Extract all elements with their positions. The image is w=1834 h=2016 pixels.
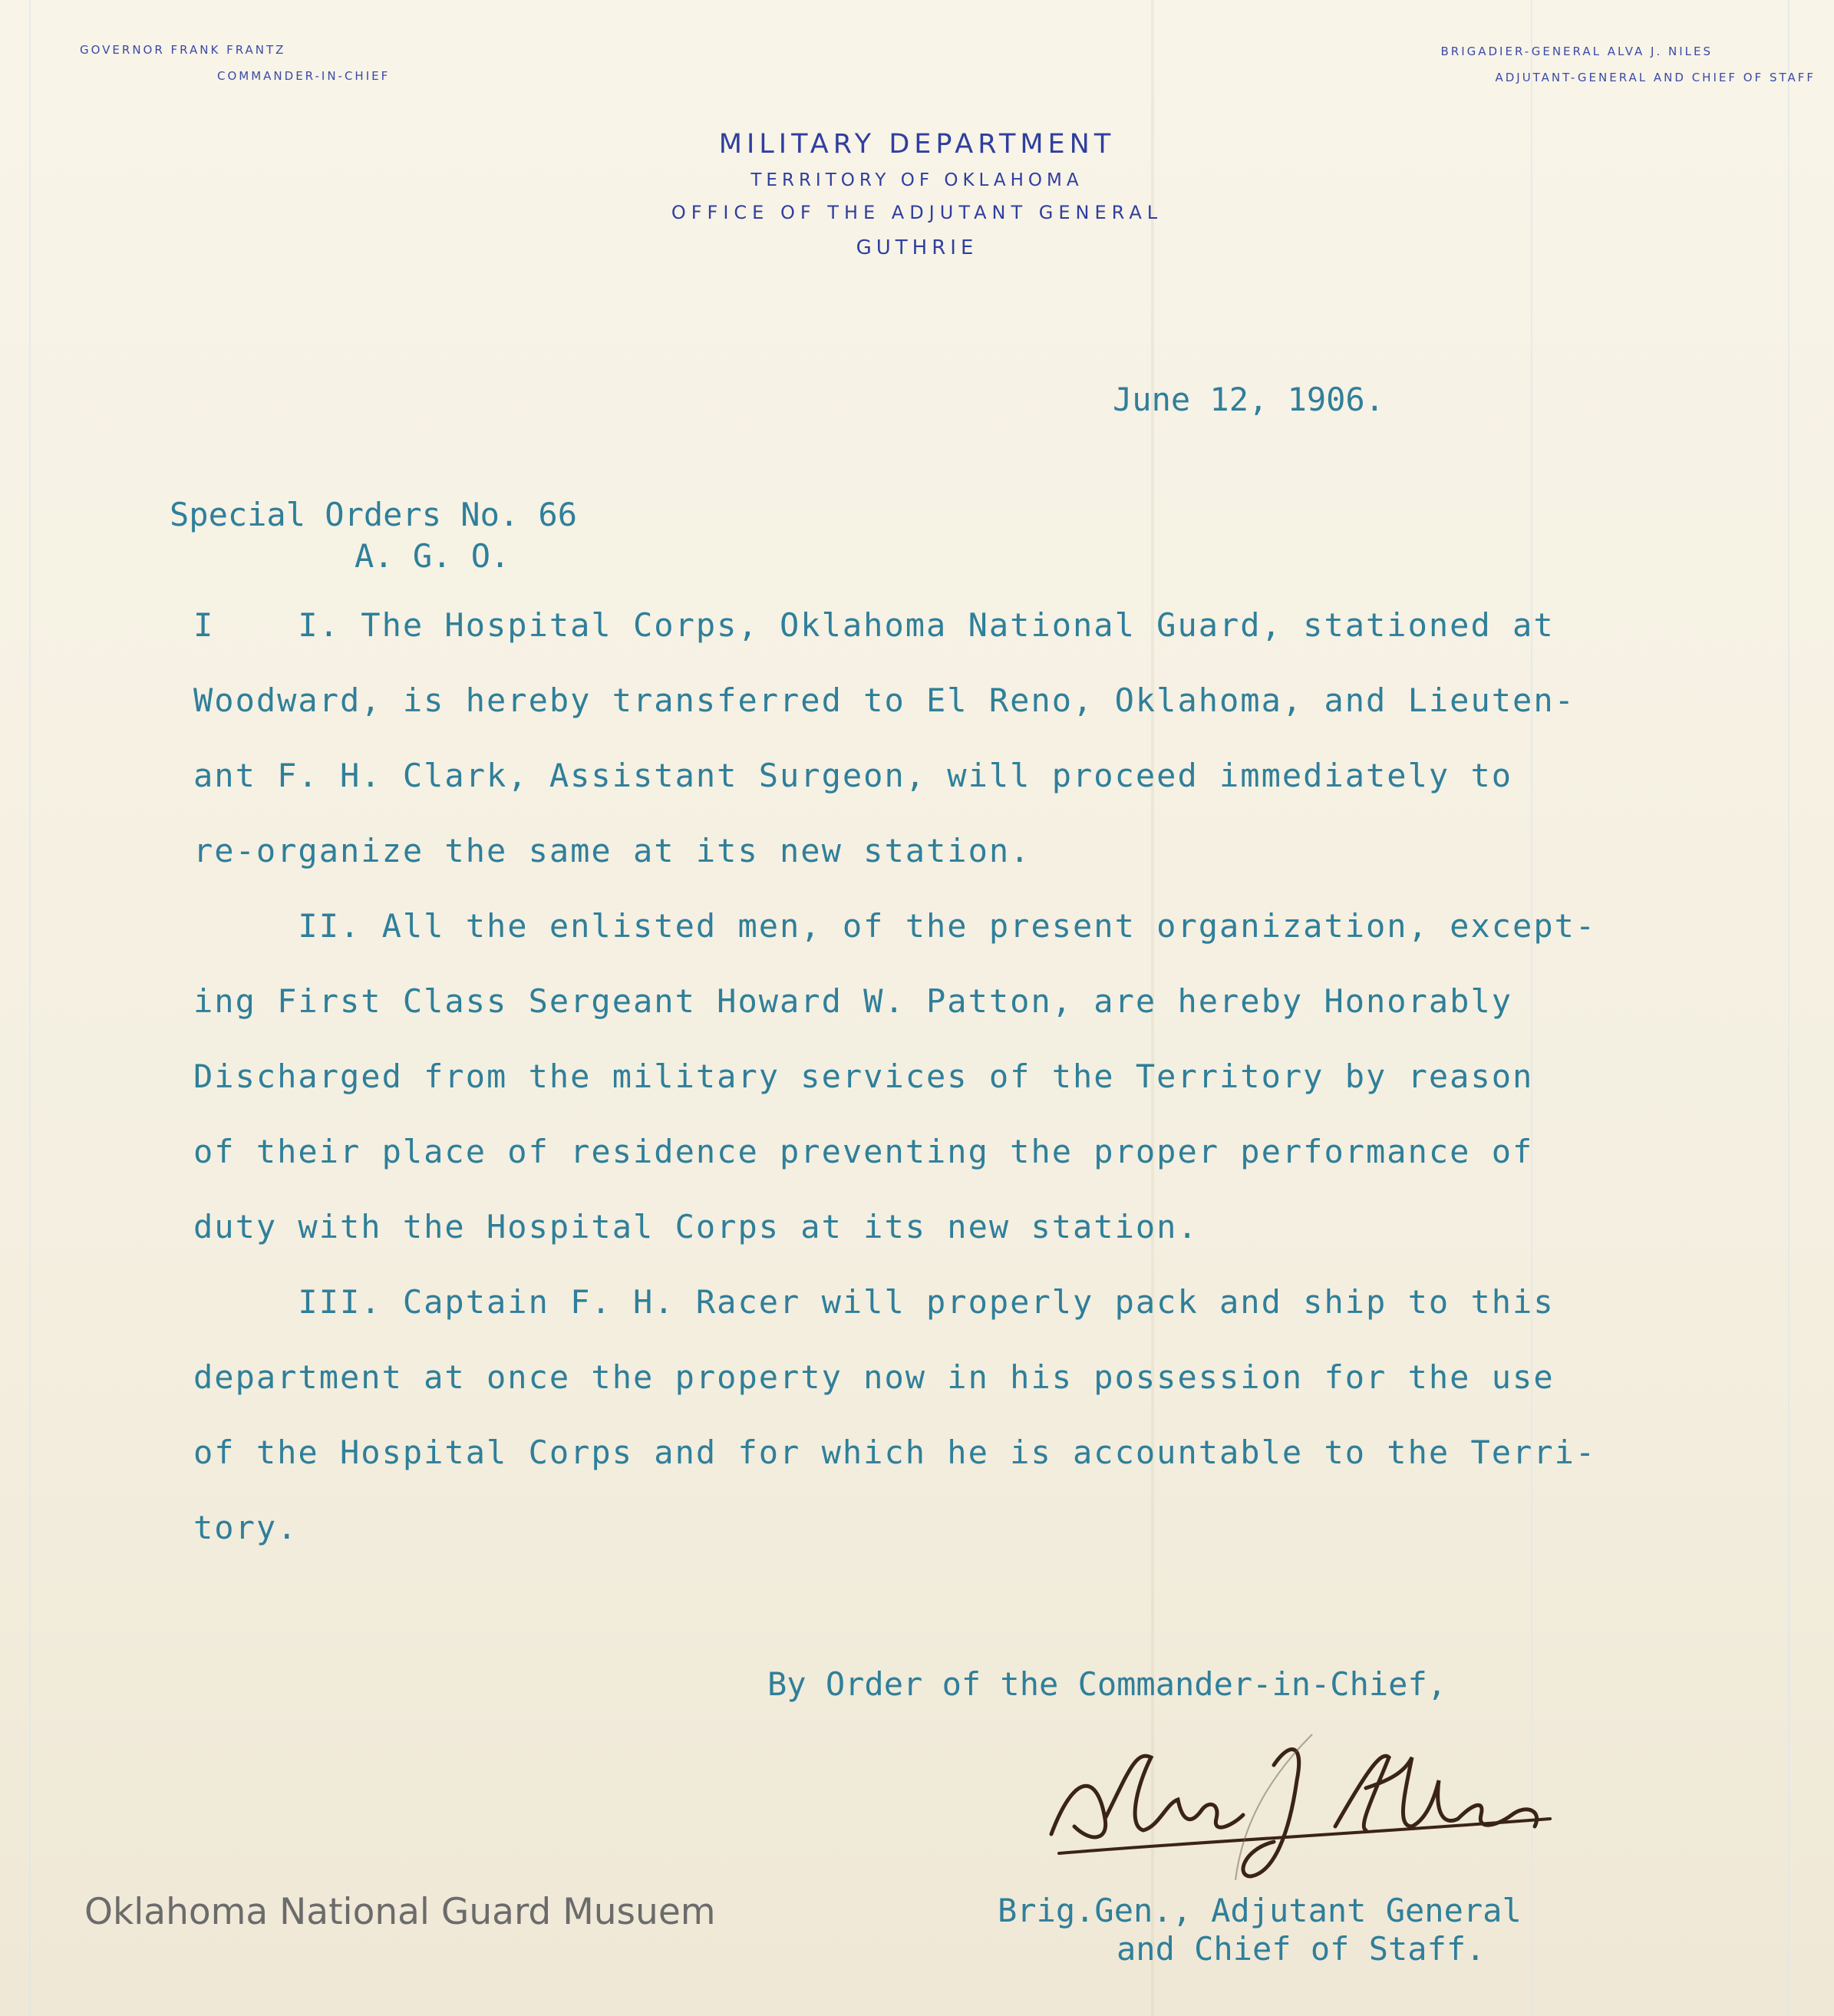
museum-watermark: Oklahoma National Guard Musuem <box>84 1891 716 1933</box>
adjutant-name: BRIGADIER-GENERAL ALVA J. NILES <box>1440 45 1713 58</box>
paper-margin-line <box>29 0 31 2016</box>
body-line: III. Captain F. H. Racer will properly pack and ship to this <box>193 1283 1555 1321</box>
body-line: II. All the enlisted men, of the present organization, except- <box>193 907 1597 945</box>
department-heading: MILITARY DEPARTMENT <box>718 129 1116 160</box>
territory-heading: TERRITORY OF OKLAHOMA <box>750 170 1084 190</box>
closing-line: By Order of the Commander-in-Chief, <box>767 1665 1447 1703</box>
body-line: ant F. H. Clark, Assistant Surgeon, will proceed immediately to <box>193 757 1513 794</box>
adjutant-title: ADJUTANT-GENERAL AND CHIEF OF STAFF <box>1495 71 1816 84</box>
body-line: tory. <box>193 1509 299 1546</box>
body-line: duty with the Hospital Corps at its new station. <box>193 1208 1199 1246</box>
body-line: re-organize the same at its new station. <box>193 832 1031 869</box>
governor-name: GOVERNOR FRANK FRANTZ <box>80 43 286 57</box>
signer-title-line2: and Chief of Staff. <box>1117 1930 1486 1968</box>
special-order-number: Special Orders No. 66 <box>170 496 578 533</box>
letter-date: June 12, 1906. <box>1113 381 1385 418</box>
signer-title-line1: Brig.Gen., Adjutant General <box>998 1892 1522 1929</box>
office-code: A. G. O. <box>355 537 510 575</box>
city-heading: GUTHRIE <box>856 236 978 259</box>
governor-title: COMMANDER-IN-CHIEF <box>217 69 391 83</box>
body-line: of the Hospital Corps and for which he is accountable to the Terri- <box>193 1434 1597 1471</box>
handwritten-signature <box>1044 1727 1581 1880</box>
body-line: of their place of residence preventing the proper performance of <box>193 1133 1534 1170</box>
body-line: Discharged from the military services of the Territory by reason <box>193 1057 1534 1095</box>
body-line: ing First Class Sergeant Howard W. Patton, are hereby Honorably <box>193 982 1513 1020</box>
letter-body <box>193 606 1728 1584</box>
body-line: Woodward, is hereby transferred to El Reno, Oklahoma, and Lieuten- <box>193 681 1575 719</box>
body-line: department at once the property now in his possession for the use <box>193 1358 1555 1396</box>
body-line: I I. The Hospital Corps, Oklahoma National Guard, stationed at <box>193 606 1555 644</box>
office-heading: OFFICE OF THE ADJUTANT GENERAL <box>671 202 1163 223</box>
paper-margin-line <box>1788 0 1789 2016</box>
